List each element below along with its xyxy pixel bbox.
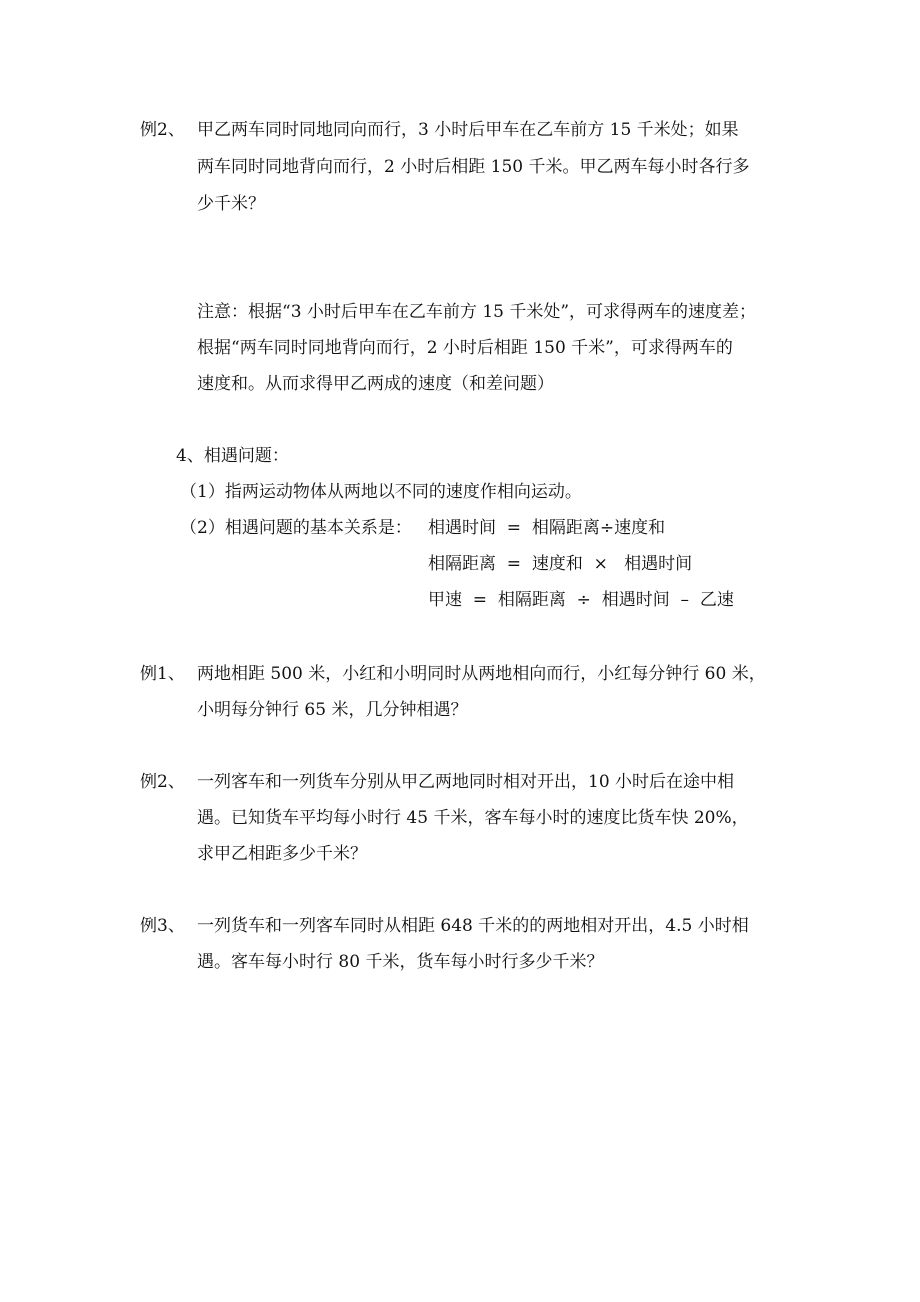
example-text-line: 一列客车和一列货车分别从甲乙两地同时相对开出，10 小时后在途中相: [197, 772, 735, 792]
example-text-line: 少千米？: [197, 194, 265, 214]
example-text-line: 遇。客车每小时行 80 千米，货车每小时行多少千米？: [197, 952, 604, 972]
example-text-line: 甲乙两车同时同地同向而行，3 小时后甲车在乙车前方 15 千米处；如果: [197, 120, 739, 140]
example-text-line: 一列货车和一列客车同时从相距 648 千米的的两地相对开出，4.5 小时相: [197, 916, 749, 936]
example-label: 例2、: [140, 772, 185, 792]
example-text-line: 两车同时同地背向而行，2 小时后相距 150 千米。甲乙两车每小时各行多: [197, 157, 750, 177]
formula-line: 相遇时间 = 相隔距离÷速度和: [428, 518, 666, 538]
example-text-line: 求甲乙相距多少千米？: [197, 844, 367, 864]
note-line: 根据“两车同时同地背向而行，2 小时后相距 150 千米”，可求得两车的: [197, 338, 733, 358]
example-label: 例3、: [140, 916, 185, 936]
formula-line: 相隔距离 = 速度和 × 相遇时间: [428, 554, 693, 574]
example-label: 例2、: [140, 120, 185, 140]
example-text-line: 小明每分钟行 65 米，几分钟相遇？: [197, 700, 468, 720]
example-text-line: 遇。已知货车平均每小时行 45 千米，客车每小时的速度比货车快 20%，: [197, 808, 749, 828]
example-label: 例1、: [140, 664, 185, 684]
section-heading: 4、相遇问题：: [176, 446, 289, 466]
definition-item: （1）指两运动物体从两地以不同的速度作相向运动。: [180, 482, 582, 502]
note-line: 速度和。从而求得甲乙两成的速度（和差问题）: [197, 374, 554, 394]
example-text-line: 两地相距 500 米，小红和小明同时从两地相向而行，小红每分钟行 60 米，: [197, 664, 766, 684]
note-line: 注意：根据“3 小时后甲车在乙车前方 15 千米处”，可求得两车的速度差；: [197, 302, 757, 322]
relation-item-label: （2）相遇问题的基本关系是：: [180, 518, 412, 538]
formula-line: 甲速 = 相隔距离 ÷ 相遇时间 – 乙速: [428, 590, 734, 610]
